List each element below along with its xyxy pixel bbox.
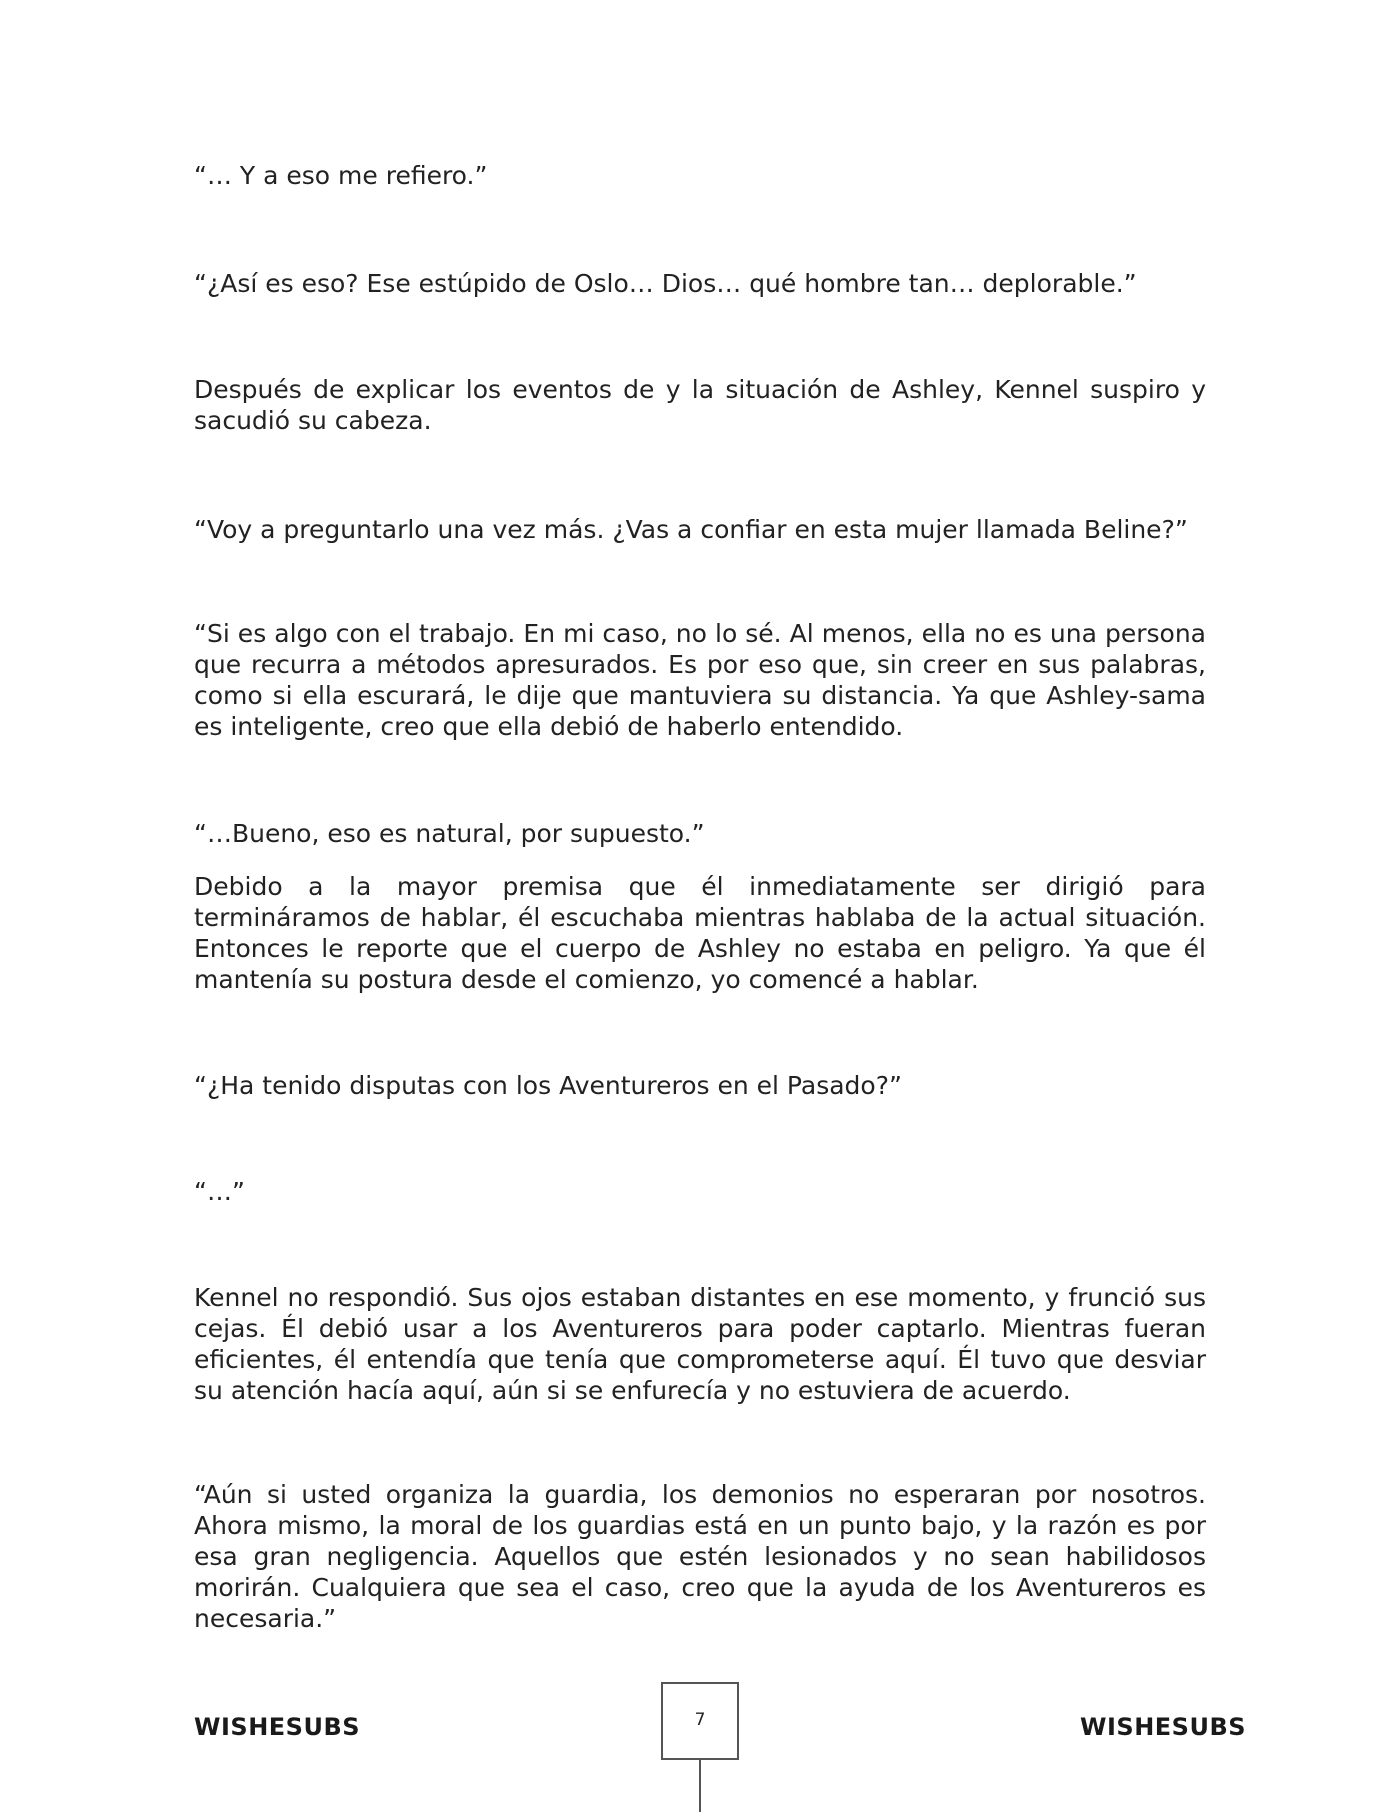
- page-number-connector-line: [699, 1760, 701, 1812]
- paragraph-8: “¿Ha tenido disputas con los Aventureros en el Pasado?”: [194, 1071, 902, 1100]
- paragraph-2: “¿Así es eso? Ese estúpido de Oslo… Dios… qué hombre tan… deplorable.”: [194, 269, 1137, 298]
- paragraph-5: “Si es algo con el trabajo. En mi caso, no lo sé. Al menos, ella no es una persona que recurra a métodos apresurados. Es por eso que, sin creer en sus palabras, como si ella escurará, le dije que mantuviera su distancia. Ya que Ashley-sama es inteligente, creo que ella debió de haberlo entendido.: [194, 619, 1206, 741]
- paragraph-10: Kennel no respondió. Sus ojos estaban distantes en ese momento, y frunció sus cejas. Él debió usar a los Aventureros para poder captarlo. Mientras fueran eficientes, él entendía que tenía que comprometerse aquí. Él tuvo que desviar su atención hacía aquí, aún si se enfurecía y no estuviera de acuerdo.: [194, 1283, 1206, 1405]
- paragraph-4: “Voy a preguntarlo una vez más. ¿Vas a confiar en esta mujer llamada Beline?”: [194, 515, 1188, 544]
- paragraph-1: “… Y a eso me refiero.”: [194, 161, 488, 190]
- paragraph-6: “…Bueno, eso es natural, por supuesto.”: [194, 819, 705, 848]
- paragraph-3: Después de explicar los eventos de y la situación de Ashley, Kennel suspiro y sacudió su cabeza.: [194, 375, 1206, 435]
- paragraph-11: “Aún si usted organiza la guardia, los demonios no esperaran por nosotros. Ahora mismo, la moral de los guardias está en un punto bajo, y la razón es por esa gran negligencia. Aquellos que estén lesionados y no sean habilidosos morirán. Cualquiera que sea el caso, creo que la ayuda de los Aventureros es necesaria.”: [194, 1480, 1206, 1633]
- footer-brand-left: WISHESUBS: [194, 1713, 361, 1741]
- paragraph-9: “…”: [194, 1177, 245, 1206]
- page-number-box: [661, 1682, 739, 1760]
- paragraph-7: Debido a la mayor premisa que él inmediatamente ser dirigió para termináramos de hablar, él escuchaba mientras hablaba de la actual situación. Entonces le reporte que el cuerpo de Ashley no estaba en peligro. Ya que él mantenía su postura desde el comienzo, yo comencé a hablar.: [194, 872, 1206, 994]
- page-number: 7: [694, 1710, 706, 1730]
- footer-brand-right: WISHESUBS: [1080, 1713, 1247, 1741]
